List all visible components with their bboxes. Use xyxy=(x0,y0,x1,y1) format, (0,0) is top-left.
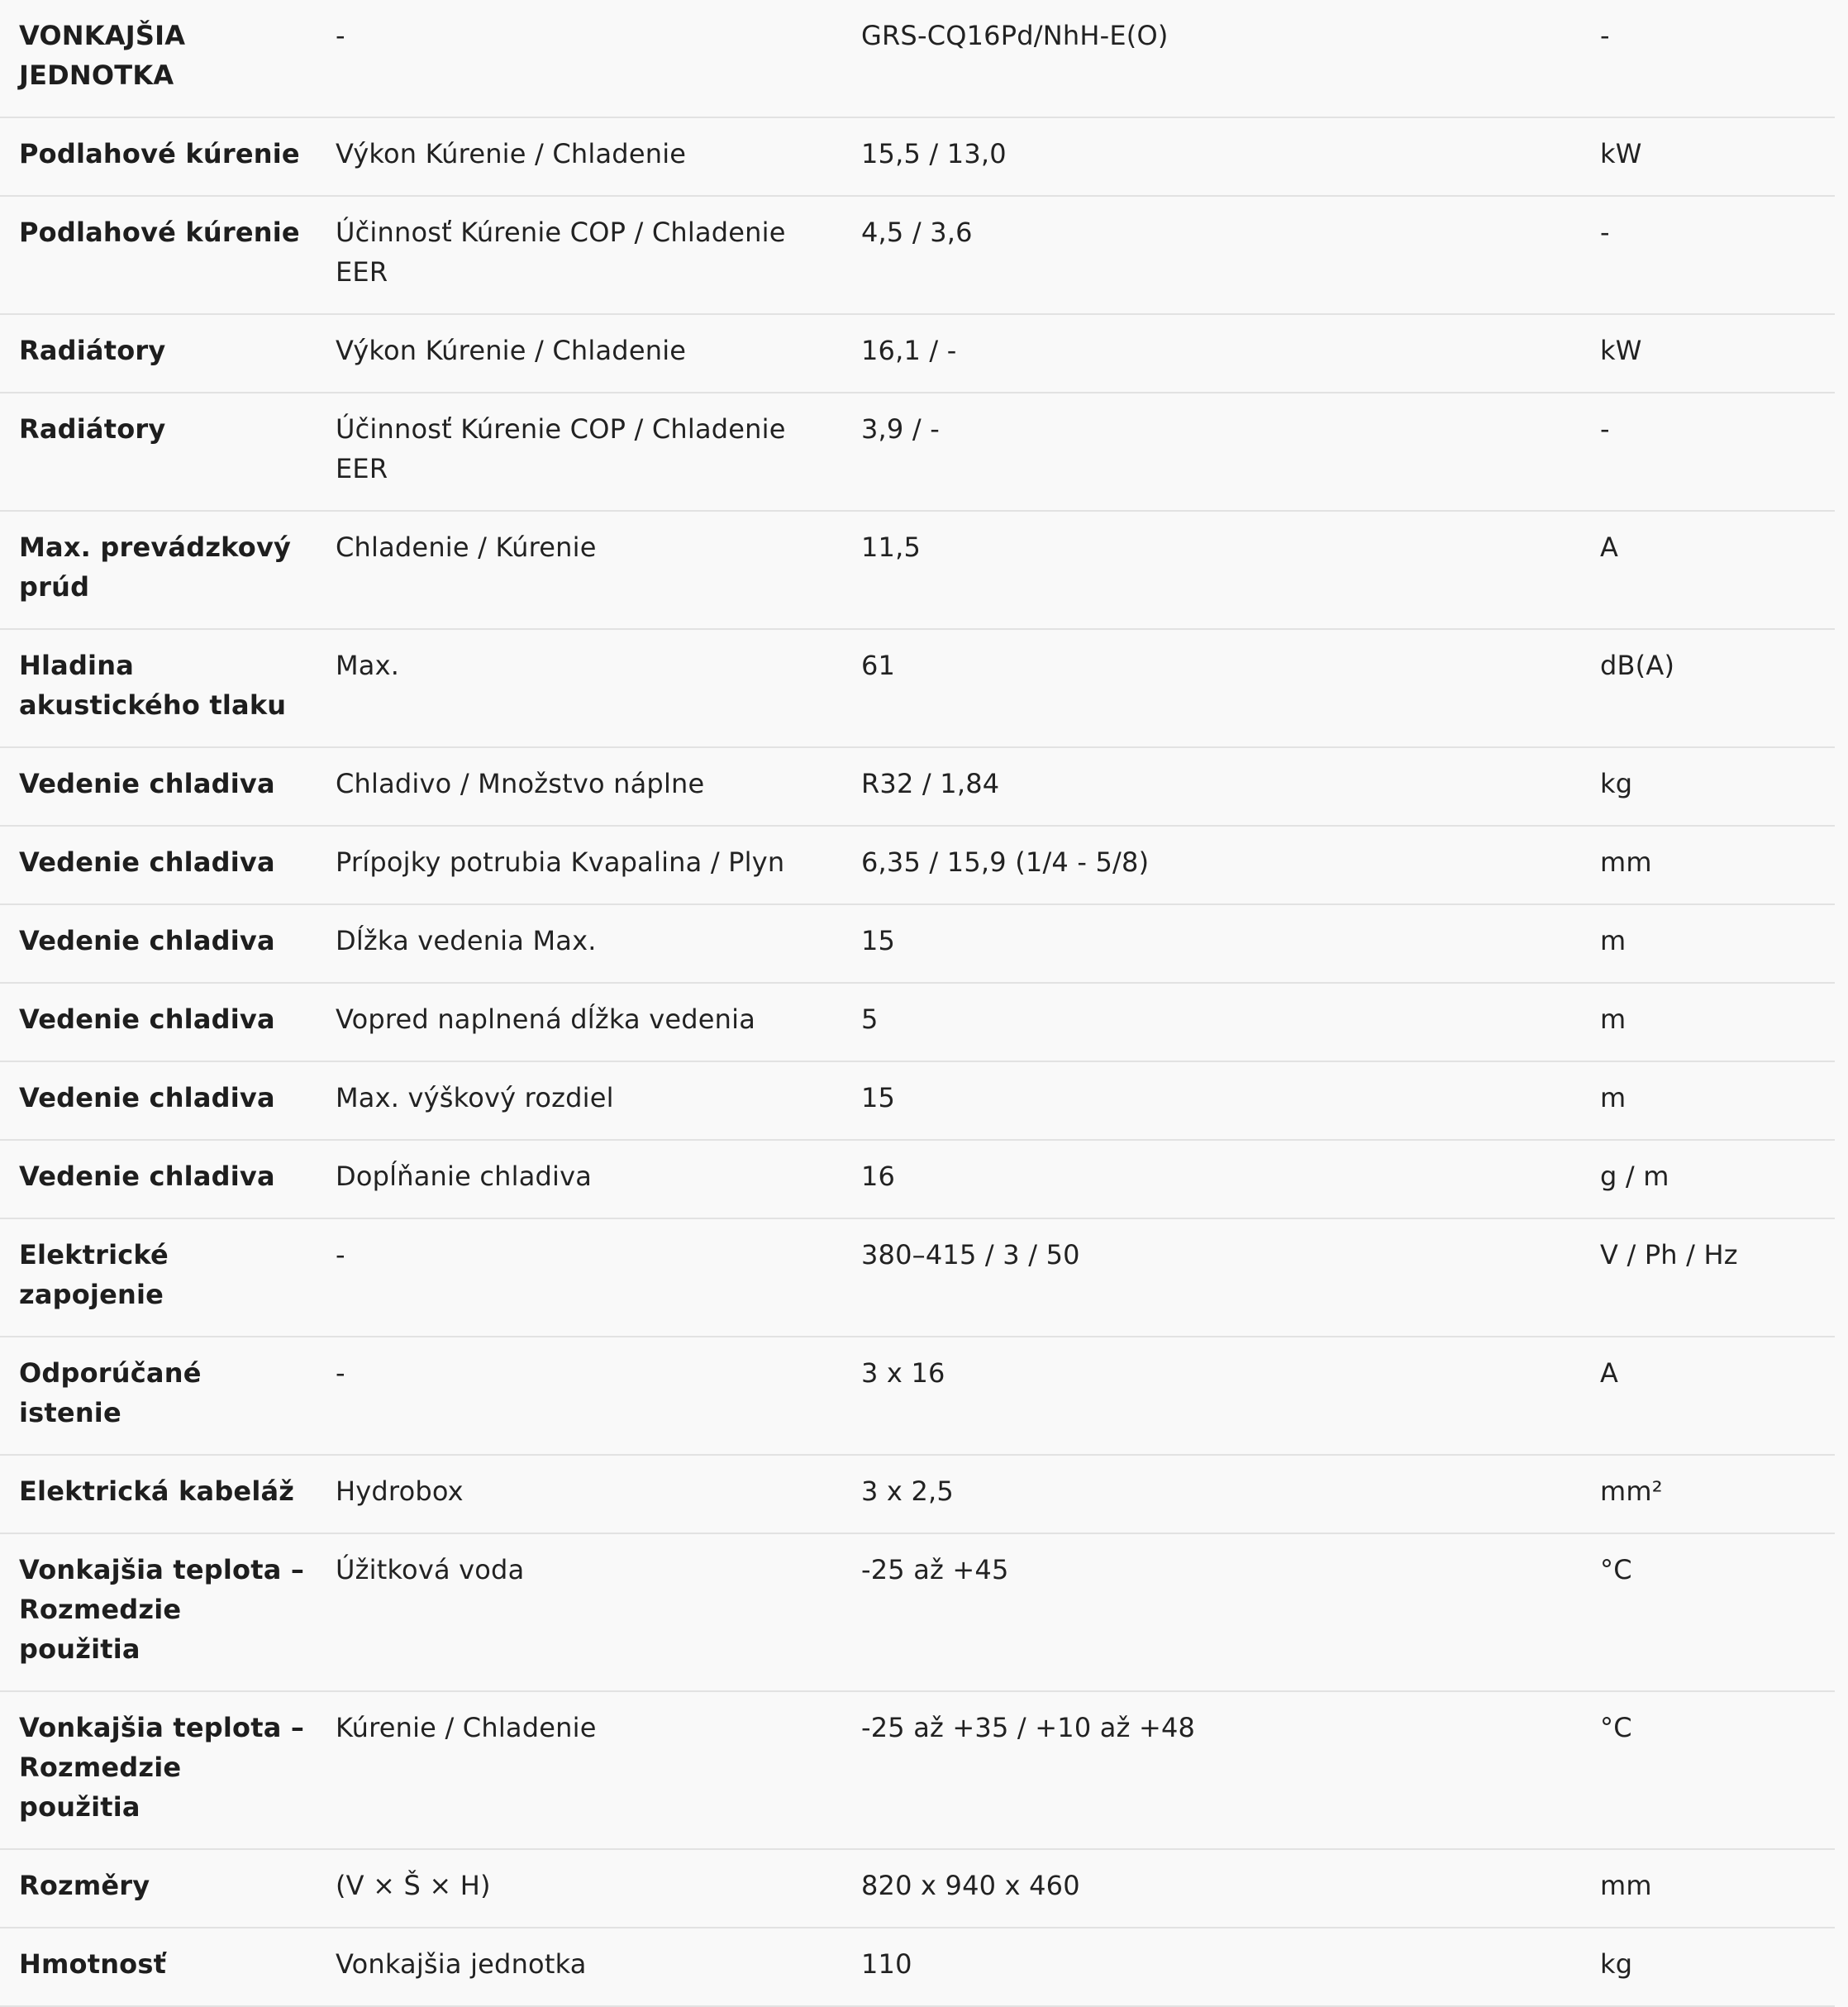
spec-name-cell: Hladina akustického tlaku xyxy=(19,650,287,721)
spec-value-cell: 820 x 940 x 460 xyxy=(861,1870,1080,1901)
spec-unit-cell: m xyxy=(1600,1082,1627,1113)
table-row xyxy=(0,747,1835,826)
spec-value-cell: 5 xyxy=(861,1004,879,1035)
spec-value-cell: 16,1 / - xyxy=(861,335,957,366)
spec-name-cell: Radiátory xyxy=(19,413,166,445)
spec-name-cell: Vedenie chladiva xyxy=(19,846,275,878)
spec-parameter-cell: Max. výškový rozdiel xyxy=(336,1082,614,1113)
spec-value-cell: GRS-CQ16Pd/NhH-E(O) xyxy=(861,20,1169,51)
table-row xyxy=(0,196,1835,314)
spec-value-cell: 11,5 xyxy=(861,532,922,563)
spec-name-cell: Rozměry xyxy=(19,1870,150,1901)
spec-unit-cell: mm xyxy=(1600,846,1652,878)
spec-parameter-cell: Prípojky potrubia Kvapalina / Plyn xyxy=(336,846,785,878)
spec-value-cell: 15 xyxy=(861,1082,896,1113)
spec-unit-cell: kg xyxy=(1600,768,1633,799)
spec-value-cell: 15 xyxy=(861,925,896,956)
spec-name-cell: VONKAJŠIA JEDNOTKA xyxy=(19,20,186,91)
spec-unit-cell: V / Ph / Hz xyxy=(1600,1239,1738,1270)
spec-parameter-cell: Vonkajšia jednotka xyxy=(336,1948,587,1980)
spec-name-cell: Radiátory xyxy=(19,335,166,366)
spec-parameter-cell: Max. xyxy=(336,650,400,681)
spec-value-cell: 4,5 / 3,6 xyxy=(861,217,973,248)
table-row xyxy=(0,1455,1835,1533)
spec-parameter-cell: - xyxy=(336,1357,345,1389)
spec-parameter-cell: (V × Š × H) xyxy=(336,1870,491,1901)
table-row xyxy=(0,393,1835,511)
table-row xyxy=(0,904,1835,983)
spec-value-cell: 3,9 / - xyxy=(861,413,940,445)
table-row xyxy=(0,629,1835,747)
spec-name-cell: Hmotnosť xyxy=(19,1948,167,1980)
spec-name-cell: Vonkajšia teplota – Rozmedzie použitia xyxy=(19,1712,305,1823)
spec-unit-cell: - xyxy=(1600,20,1610,51)
spec-value-cell: 3 x 2,5 xyxy=(861,1475,954,1507)
spec-name-cell: Vedenie chladiva xyxy=(19,1161,275,1192)
spec-parameter-cell: Chladenie / Kúrenie xyxy=(336,532,597,563)
spec-parameter-cell: Dopĺňanie chladiva xyxy=(336,1161,593,1192)
spec-unit-cell: g / m xyxy=(1600,1161,1669,1192)
table-row xyxy=(0,1691,1835,1849)
spec-name-cell: Max. prevádzkový prúd xyxy=(19,532,292,603)
table-row xyxy=(0,983,1835,1061)
spec-value-cell: 15,5 / 13,0 xyxy=(861,138,1007,169)
table-row xyxy=(0,1061,1835,1140)
table-row xyxy=(0,826,1835,904)
spec-unit-cell: mm² xyxy=(1600,1475,1663,1507)
spec-unit-cell: kW xyxy=(1600,335,1642,366)
table-row xyxy=(0,1218,1835,1337)
spec-parameter-cell: Vopred naplnená dĺžka vedenia xyxy=(336,1004,756,1035)
spec-value-cell: 6,35 / 15,9 (1/4 - 5/8) xyxy=(861,846,1150,878)
spec-name-cell: Vonkajšia teplota – Rozmedzie použitia xyxy=(19,1554,305,1665)
table-row xyxy=(0,1140,1835,1218)
spec-parameter-cell: Hydrobox xyxy=(336,1475,464,1507)
spec-parameter-cell: Výkon Kúrenie / Chladenie xyxy=(336,138,687,169)
table-row xyxy=(0,1928,1835,2006)
spec-parameter-cell: Dĺžka vedenia Max. xyxy=(336,925,597,956)
spec-name-cell: Elektrická kabeláž xyxy=(19,1475,295,1507)
spec-parameter-cell: Účinnosť Kúrenie COP / Chladenie EER xyxy=(336,217,786,288)
spec-unit-cell: m xyxy=(1600,1004,1627,1035)
spec-value-cell: 3 x 16 xyxy=(861,1357,945,1389)
spec-unit-cell: dB(A) xyxy=(1600,650,1675,681)
spec-parameter-cell: Výkon Kúrenie / Chladenie xyxy=(336,335,687,366)
table-row xyxy=(0,1337,1835,1455)
spec-value-cell: 110 xyxy=(861,1948,912,1980)
spec-name-cell: Vedenie chladiva xyxy=(19,1082,275,1113)
spec-name-cell: Elektrické zapojenie xyxy=(19,1239,169,1310)
spec-unit-cell: kg xyxy=(1600,1948,1633,1980)
table-row xyxy=(0,0,1835,117)
spec-value-cell: -25 až +45 xyxy=(861,1554,1009,1585)
spec-parameter-cell: Účinnosť Kúrenie COP / Chladenie EER xyxy=(336,413,786,484)
spec-value-cell: -25 až +35 / +10 až +48 xyxy=(861,1712,1196,1743)
spec-unit-cell: °C xyxy=(1600,1712,1632,1743)
spec-parameter-cell: - xyxy=(336,20,345,51)
table-row xyxy=(0,117,1835,196)
spec-name-cell: Odporúčané istenie xyxy=(19,1357,202,1428)
spec-value-cell: 16 xyxy=(861,1161,896,1192)
table-row xyxy=(0,511,1835,629)
table-row xyxy=(0,1533,1835,1691)
spec-value-cell: 380–415 / 3 / 50 xyxy=(861,1239,1080,1270)
spec-value-cell: R32 / 1,84 xyxy=(861,768,1000,799)
spec-parameter-cell: Chladivo / Množstvo náplne xyxy=(336,768,705,799)
spec-unit-cell: m xyxy=(1600,925,1627,956)
spec-name-cell: Vedenie chladiva xyxy=(19,1004,275,1035)
spec-name-cell: Podlahové kúrenie xyxy=(19,217,300,248)
spec-unit-cell: kW xyxy=(1600,138,1642,169)
table-row xyxy=(0,1849,1835,1928)
spec-parameter-cell: Kúrenie / Chladenie xyxy=(336,1712,597,1743)
spec-unit-cell: - xyxy=(1600,217,1610,248)
spec-parameter-cell: - xyxy=(336,1239,345,1270)
spec-unit-cell: A xyxy=(1600,1357,1619,1389)
spec-value-cell: 61 xyxy=(861,650,896,681)
spec-unit-cell: mm xyxy=(1600,1870,1652,1901)
spec-unit-cell: °C xyxy=(1600,1554,1632,1585)
spec-name-cell: Vedenie chladiva xyxy=(19,925,275,956)
spec-unit-cell: - xyxy=(1600,413,1610,445)
table-row xyxy=(0,314,1835,393)
spec-name-cell: Vedenie chladiva xyxy=(19,768,275,799)
spec-unit-cell: A xyxy=(1600,532,1619,563)
spec-parameter-cell: Úžitková voda xyxy=(336,1554,525,1585)
spec-name-cell: Podlahové kúrenie xyxy=(19,138,300,169)
